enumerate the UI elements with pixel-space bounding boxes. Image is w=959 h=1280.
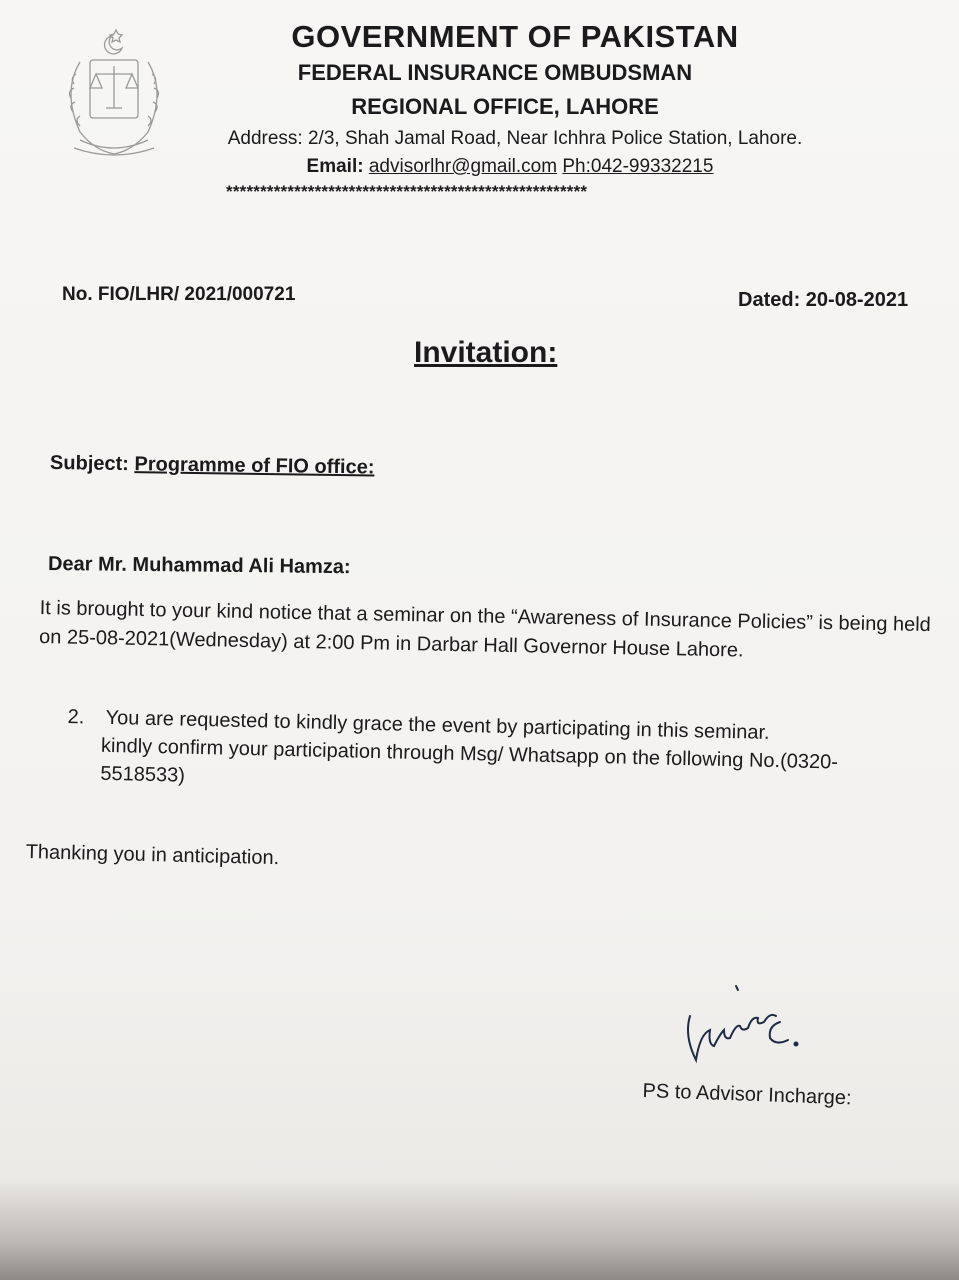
subject-label: Subject:: [49, 452, 130, 476]
signature-icon: [676, 978, 826, 1068]
letter-date: Dated: 20-08-2021: [738, 289, 909, 311]
paragraph-2-line-1: You are requested to kindly grace the event by participating in this seminar.: [105, 706, 770, 744]
header-separator: *****************************************************: [226, 182, 588, 201]
paragraph-2: [66, 703, 888, 806]
subject-line: [50, 452, 375, 480]
signatory-title: PS to Advisor Incharge:: [642, 1080, 852, 1110]
department-title: FEDERAL INSURANCE OMBUDSMAN: [297, 60, 693, 85]
email-link[interactable]: advisorlhr@gmail.com: [368, 156, 558, 177]
state-emblem-icon: [50, 22, 178, 172]
phone-number: Ph:042-99332215: [562, 156, 714, 177]
closing-line: Thanking you in anticipation.: [25, 841, 280, 870]
office-address: Address: 2/3, Shah Jamal Road, Near Ichhra Police Station, Lahore.: [227, 128, 803, 149]
government-title: GOVERNMENT OF PAKISTAN: [291, 19, 739, 54]
letter-title: Invitation:: [414, 336, 558, 369]
paragraph-1: It is brought to your kind notice that a seminar on the “Awareness of Insurance Policies” is being held on 25-08-2021(Wednesday) at 2:00 Pm in Darbar Hall Governor House Lahore.: [38, 596, 932, 662]
letterhead: [180, 18, 840, 180]
paragraph-2-number: 2.: [67, 705, 85, 729]
paragraph-2-rest: kindly confirm your participation through Msg/ Whatsapp on the following No.(0320-5518533): [100, 734, 839, 787]
subject-text: Programme of FIO office:: [134, 453, 375, 479]
office-title: REGIONAL OFFICE, LAHORE: [351, 94, 659, 119]
salutation: Dear Mr. Muhammad Ali Hamza:: [47, 553, 351, 579]
reference-number: No. FIO/LHR/ 2021/000721: [62, 284, 296, 305]
contact-line: [180, 154, 840, 180]
email-label: Email:: [306, 156, 364, 177]
